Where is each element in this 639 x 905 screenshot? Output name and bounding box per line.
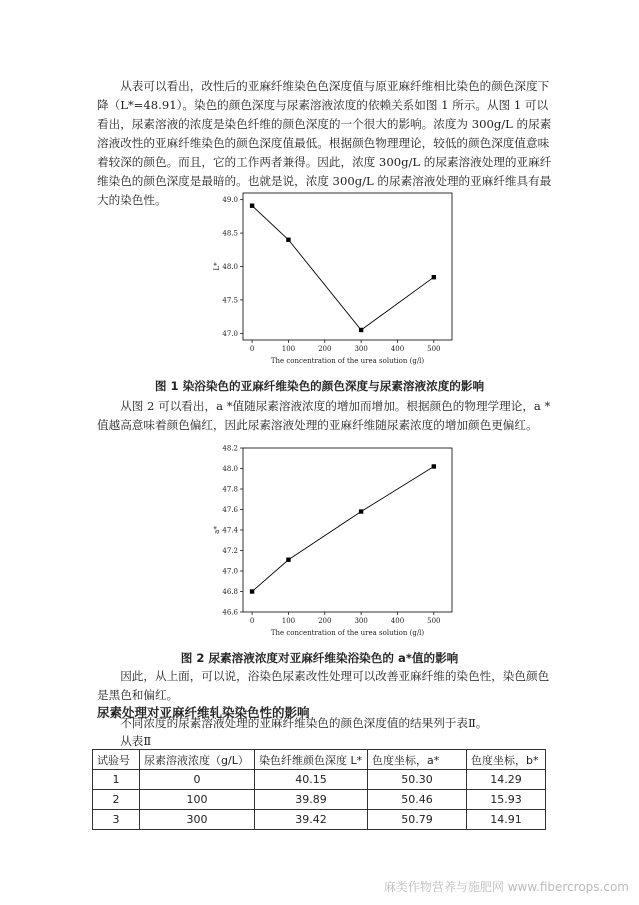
table-cell: 50.46 <box>368 790 467 810</box>
y-tick-label: 48.5 <box>222 229 238 238</box>
x-tick-label: 400 <box>390 345 405 353</box>
table-cell: 0 <box>140 770 255 790</box>
paragraph-1: 从表可以看出，改性后的亚麻纤维染色色深度值与原亚麻纤维相比染色的颜色深度下降（L*=48.91）。染色的颜色深度与尿素溶液浓度的依赖关系如图 1 所示。从图 1 可以看出，尿素溶液的浓度是染色纤维的颜色深度的一个很大的影响。浓度为 300g/L 的尿素溶液改性的亚麻纤维染色的颜色深度值最低。根据颜色物理理论，较低的颜色深度值意味着较深的颜色。而且，它的工作两者兼得。因此，浓度 300g/L 的尿素溶液处理的亚麻纤维染色的颜色深度是最暗的。也就是说，浓度 300g/L 的尿素溶液处理的亚麻纤维具有最大的染色性。 <box>97 79 552 207</box>
x-axis-label: The concentration of the urea solution (g/l) <box>270 629 425 637</box>
data-point <box>286 558 290 562</box>
data-point <box>286 238 290 242</box>
table-cell: 50.30 <box>368 770 467 790</box>
table-cell: 39.42 <box>255 810 368 830</box>
data-point <box>250 589 254 593</box>
table-cell: 50.79 <box>368 810 467 830</box>
y-tick-label: 47.6 <box>222 506 238 514</box>
y-tick-label: 47.0 <box>222 567 238 576</box>
table-cell: 14.91 <box>467 810 546 830</box>
table-cell: 1 <box>93 770 140 790</box>
data-point <box>432 464 436 468</box>
y-tick-label: 46.8 <box>222 588 238 596</box>
x-tick-label: 300 <box>354 345 368 353</box>
watermark: 麻类作物营养与施肥网 www.fibercrops.com <box>383 880 629 894</box>
x-tick-label: 300 <box>354 617 368 625</box>
results-table <box>92 749 546 830</box>
table-header-cell: 色度坐标，b* <box>467 750 546 770</box>
y-tick-label: 47.8 <box>222 485 238 494</box>
paragraph-5: 从表Ⅱ <box>120 734 152 748</box>
y-tick-label: 49.0 <box>222 196 238 205</box>
plot-frame <box>243 448 452 612</box>
x-tick-label: 500 <box>427 345 441 353</box>
x-tick-label: 0 <box>249 617 255 625</box>
table-row <box>93 790 546 810</box>
table-row <box>93 810 546 830</box>
table-cell: 300 <box>140 810 255 830</box>
x-tick-label: 500 <box>427 617 441 625</box>
x-tick-label: 200 <box>318 345 332 353</box>
series-line <box>252 206 434 330</box>
data-point <box>432 275 436 279</box>
table-cell: 39.89 <box>255 790 368 810</box>
y-axis-label: L* <box>213 262 221 271</box>
data-point <box>250 203 254 207</box>
y-tick-label: 47.4 <box>222 526 238 535</box>
table-header-row <box>93 750 546 770</box>
figure-2-svg <box>205 440 460 645</box>
x-axis-label: The concentration of the urea solution (g/l) <box>270 357 425 365</box>
table-cell: 15.93 <box>467 790 546 810</box>
data-point <box>359 509 363 513</box>
series-line <box>252 466 434 591</box>
table-cell: 2 <box>93 790 140 810</box>
table-cell: 100 <box>140 790 255 810</box>
plot-frame <box>243 193 452 340</box>
table-header-cell: 染色纤维颜色深度 L* <box>255 750 368 770</box>
figure-1-chart <box>205 188 460 372</box>
paragraph-3: 因此，从上面，可以说，浴染色尿素改性处理可以改善亚麻纤维的染色性，染色颜色是黑色和偏红。 <box>97 669 550 702</box>
table-cell: 14.29 <box>467 770 546 790</box>
table-cell: 40.15 <box>255 770 368 790</box>
x-tick-label: 100 <box>281 617 296 625</box>
y-tick-label: 46.6 <box>222 608 238 617</box>
y-tick-label: 48.2 <box>222 444 238 453</box>
y-tick-label: 48.0 <box>222 263 238 271</box>
table-cell: 3 <box>93 810 140 830</box>
table-header-cell: 试验号 <box>93 750 140 770</box>
table-header-cell: 尿素溶液浓度（g/L） <box>140 750 255 770</box>
table-row <box>93 770 546 790</box>
y-axis-label: a* <box>213 526 221 534</box>
figure-1-svg <box>205 188 460 372</box>
paragraph-4: 不同浓度的尿素溶液处理的亚麻纤维染色的颜色深度值的结果列于表Ⅱ。 <box>120 716 488 730</box>
x-tick-label: 100 <box>281 345 296 353</box>
x-tick-label: 0 <box>249 345 255 353</box>
data-point <box>359 328 363 332</box>
figure-2-caption: 图 2 尿素溶液浓度对亚麻纤维染浴染色的 a*值的影响 <box>180 651 459 665</box>
figure-2-chart <box>205 440 460 645</box>
x-tick-label: 400 <box>390 617 405 625</box>
paragraph-2: 从图 2 可以看出，a *值随尿素溶液浓度的增加而增加。根据颜色的物理学理论，a *值越高意味着颜色偏红，因此尿素溶液处理的亚麻纤维随尿素浓度的增加颜色更偏红。 <box>97 399 551 432</box>
y-tick-label: 47.0 <box>222 329 238 338</box>
y-tick-label: 48.0 <box>222 465 238 473</box>
section-heading: 尿素处理对亚麻纤维轧染染色性的影响 <box>97 705 310 720</box>
table-header-cell: 色度坐标，a* <box>368 750 467 770</box>
y-tick-label: 47.5 <box>222 296 238 305</box>
x-tick-label: 200 <box>318 617 332 625</box>
figure-1-caption: 图 1 染浴染色的亚麻纤维染色的颜色深度与尿素溶液浓度的影响 <box>154 379 485 393</box>
y-tick-label: 47.2 <box>222 547 238 555</box>
